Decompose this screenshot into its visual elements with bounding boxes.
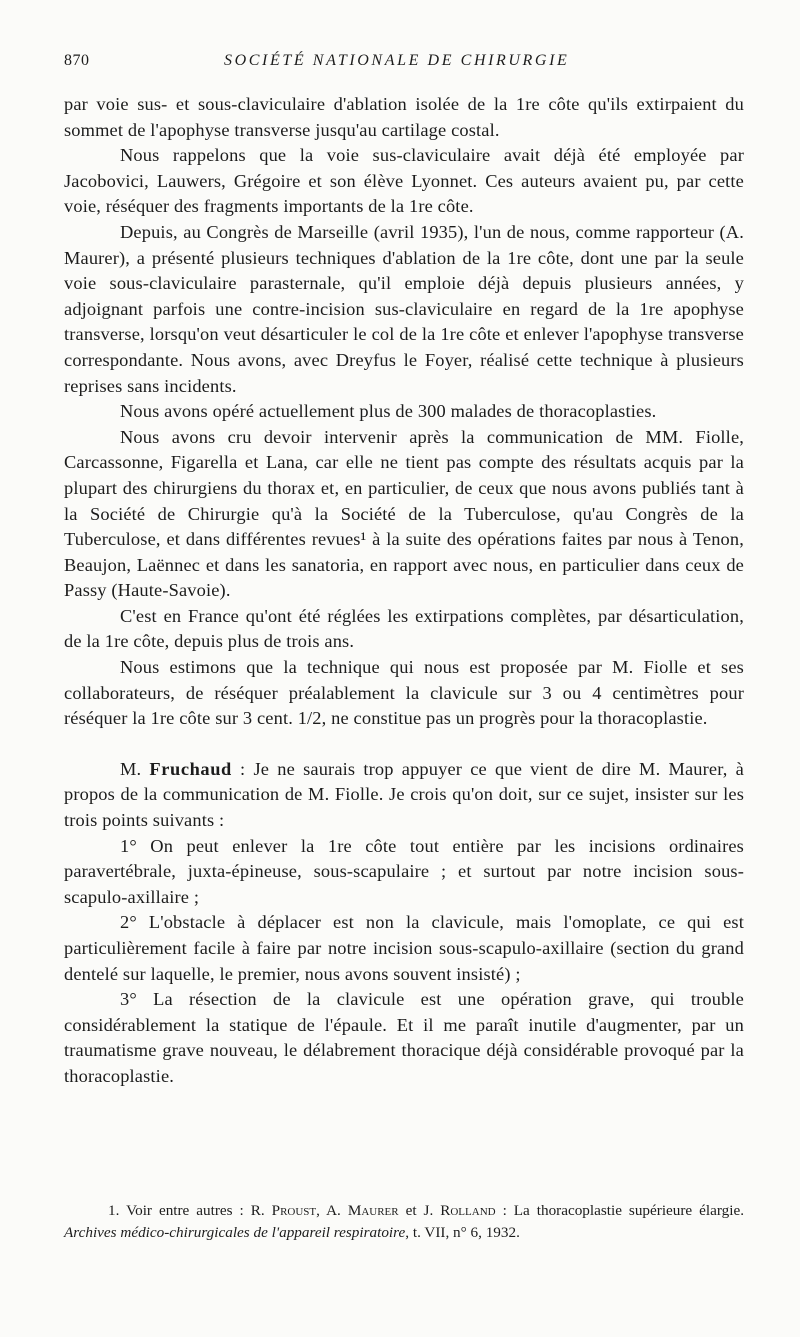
footnote-number: 1. bbox=[108, 1202, 120, 1219]
paragraph: Nous rappelons que la voie sus-claviculaire avait déjà été employée par Jacobovici, Lauwers, Grégoire et son élève Lyonnet. Ces auteurs avaient pu, par cette voie, réséquer des fragments importants de la 1re côte. bbox=[64, 145, 744, 217]
paragraph: Nous avons cru devoir intervenir après la communication de MM. Fiolle, Carcassonne, Figarella et Lana, car elle ne tient pas compte des résultats acquis par la plupart des chirurgiens du thorax et, en particulier, de ceux que nous avons publiés tant à la Société de Chirurgie qu'à la Société de la Tuberculose, qu'au Congrès de la Tuberculose, et dans différentes revues¹ à la suite des opérations faites par nous à Tenon, Beaujon, Laënnec et dans les sanatoria, en rapport avec nous, en particulier dans ceux de Passy (Haute-Savoie). bbox=[64, 426, 744, 601]
footnote-text: , A. bbox=[316, 1202, 348, 1219]
paragraph: Depuis, au Congrès de Marseille (avril 1935), l'un de nous, comme rapporteur (A. Maurer), a présenté plusieurs techniques d'ablation de la 1re côte, dont une par la seule voie sous-claviculaire parasternale, qu'il emploie déjà depuis plusieurs années, y adjoignant parfois une contre-incision sus-claviculaire en regard de la 1re apophyse transverse, lorsqu'on veut désarticuler le col de la 1re côte et enlever l'apophyse transverse correspondante. Nous avons, avec Dreyfus le Foyer, réalisé cette technique à plusieurs reprises sans incidents. bbox=[64, 221, 744, 396]
footnote-author: Maurer bbox=[347, 1202, 399, 1219]
speaker-name: Fruchaud bbox=[149, 758, 232, 779]
footnote-author: Rolland bbox=[440, 1202, 496, 1219]
footnote bbox=[64, 1200, 744, 1244]
numbered-point: 1° On peut enlever la 1re côte tout entière par les incisions ordinaires paravertébrale, juxta-épineuse, sous-scapulaire ; et surtout par notre incision sous-scapulo-axillaire ; bbox=[64, 835, 744, 907]
footnote-citation: , t. VII, n° 6, 1932. bbox=[405, 1224, 520, 1241]
paragraph: Nous avons opéré actuellement plus de 300 malades de thoracoplasties. bbox=[120, 401, 657, 422]
footnote-text: : La thoracoplastie supérieure élargie. bbox=[495, 1202, 744, 1219]
footnote-text: et J. bbox=[398, 1202, 441, 1219]
numbered-point: 3° La résection de la clavicule est une opération grave, qui trouble considérablement la statique de l'épaule. Et il me paraît inutile d'augmenter, par un traumatisme grave nouveau, le délabrement thoracique déjà considérable provoqué par la thoracoplastie. bbox=[64, 989, 744, 1086]
paragraph: C'est en France qu'ont été réglées les extirpations complètes, par désarticulation, de la 1re côte, depuis plus de trois ans. bbox=[64, 605, 744, 652]
speaker-title: M. bbox=[120, 758, 150, 779]
footnote-journal: Archives médico-chirurgicales de l'appareil respiratoire bbox=[64, 1224, 406, 1241]
intervention-text: : Je ne saurais trop appuyer ce que vient de dire M. Maurer, à propos de la communication de M. Fiolle. Je crois qu'on doit, sur ce sujet, insister sur les trois points suivants : bbox=[64, 758, 744, 831]
section-spacer bbox=[64, 732, 744, 757]
footnote-author: Proust bbox=[271, 1202, 317, 1219]
page-number: 870 bbox=[64, 52, 90, 69]
footnote-text: Voir entre autres : R. bbox=[119, 1202, 272, 1219]
paragraph: par voie sus- et sous-claviculaire d'ablation isolée de la 1re côte qu'ils extirpaient du sommet de l'apophyse transverse jusqu'au cartilage costal. bbox=[64, 94, 744, 140]
running-title: SOCIÉTÉ NATIONALE DE CHIRURGIE bbox=[224, 52, 570, 69]
footnotes bbox=[64, 1200, 744, 1244]
body-text bbox=[64, 92, 744, 1090]
numbered-point: 2° L'obstacle à déplacer est non la clavicule, mais l'omoplate, ce qui est particulièrement facile à faire par notre incision sous-scapulo-axillaire (section du grand dentelé sur laquelle, le premier, nous avons souvent insisté) ; bbox=[64, 912, 744, 984]
intervention-paragraph bbox=[64, 757, 744, 834]
page-header bbox=[64, 52, 736, 76]
paragraph: Nous estimons que la technique qui nous est proposée par M. Fiolle et ses collaborateurs, de réséquer préalablement la clavicule sur 3 ou 4 centimètres pour réséquer la 1re côte sur 3 cent. 1/2, ne constitue pas un progrès pour la thoracoplastie. bbox=[64, 657, 744, 729]
